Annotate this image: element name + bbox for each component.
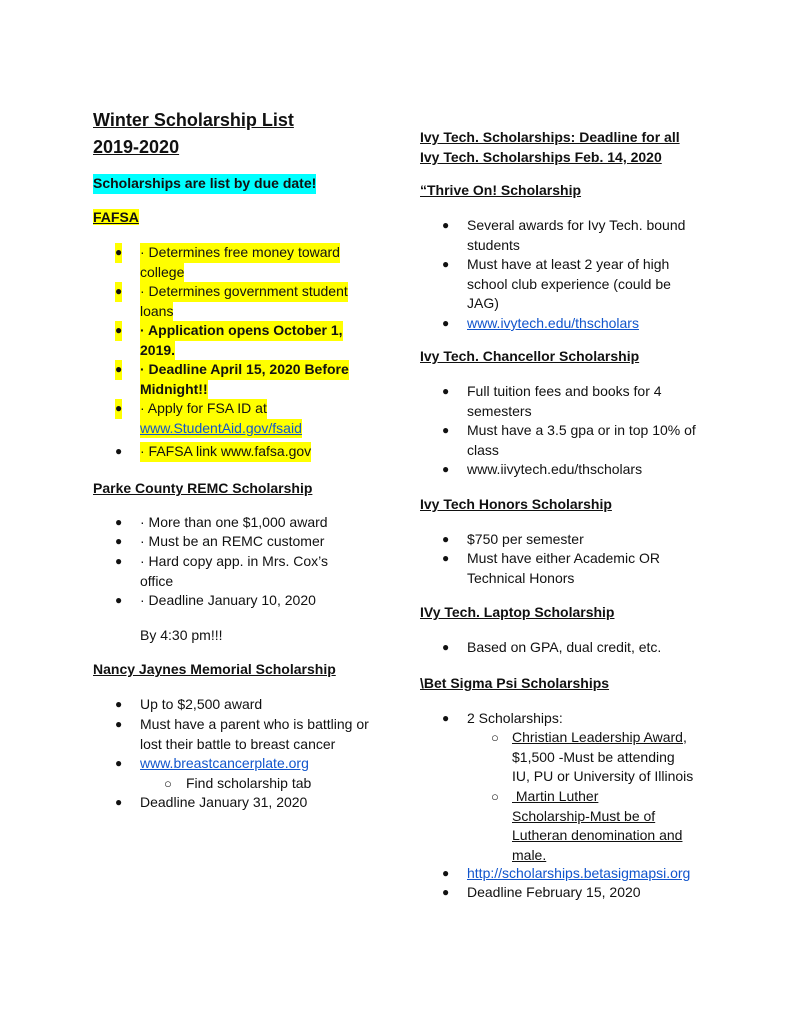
thrive-heading: “Thrive On! Scholarship (420, 182, 582, 198)
bullet-icon: ● (115, 243, 122, 263)
honors-heading: Ivy Tech Honors Scholarship (420, 496, 612, 512)
breastcancerplate-link[interactable]: www.breastcancerplate.org (140, 755, 309, 771)
beta-heading: \Bet Sigma Psi Scholarships (420, 675, 610, 691)
nancy-heading: Nancy Jaynes Memorial Scholarship (93, 661, 336, 677)
bullet-icon: ● (115, 282, 122, 302)
remc-note: By 4:30 pm!!! (140, 627, 223, 643)
betasigmapsi-link[interactable]: http://scholarships.betasigmapsi.org (467, 865, 691, 881)
page-title-line1: Winter Scholarship List (93, 110, 294, 130)
bullet-icon: ● (115, 697, 123, 711)
bullet-icon: ● (115, 593, 123, 607)
bullet-icon: ● (115, 795, 123, 809)
ivy-heading-line1: Ivy Tech. Scholarships: Deadline for all (420, 129, 680, 145)
remc-heading: Parke County REMC Scholarship (93, 480, 313, 496)
bullet-icon: ● (442, 532, 450, 546)
bullet-icon: ● (442, 711, 450, 725)
page-title-line2: 2019-2020 (93, 137, 180, 157)
laptop-heading: IVy Tech. Laptop Scholarship (420, 604, 615, 620)
bullet-icon: ● (115, 444, 123, 458)
studentaid-link[interactable]: www.StudentAid.gov/fsaid (140, 419, 302, 439)
bullet-icon: ● (115, 534, 123, 548)
bullet-icon: ● (442, 462, 450, 476)
bullet-icon: ● (442, 640, 450, 654)
bullet-icon: ● (115, 756, 123, 770)
bullet-icon: ● (115, 321, 122, 341)
circle-bullet-icon: ○ (164, 775, 172, 791)
bullet-icon: ● (115, 717, 123, 731)
circle-bullet-icon: ○ (491, 730, 499, 745)
bullet-icon: ● (442, 551, 450, 565)
bullet-icon: ● (442, 423, 450, 437)
bullet-icon: ● (115, 554, 123, 568)
bullet-icon: ● (442, 866, 450, 880)
bullet-icon: ● (442, 257, 450, 271)
bullet-icon: ● (115, 360, 122, 380)
bullet-icon: ● (115, 399, 122, 419)
circle-bullet-icon: ○ (491, 789, 499, 804)
due-date-note: Scholarships are list by due date! (93, 174, 316, 194)
ivytech-link[interactable]: www.ivytech.edu/thscholars (467, 315, 639, 331)
bullet-icon: ● (442, 218, 450, 232)
ivy-heading-line2: Ivy Tech. Scholarships Feb. 14, 2020 (420, 149, 662, 165)
bullet-icon: ● (442, 384, 450, 398)
bullet-icon: ● (442, 885, 450, 899)
bullet-icon: ● (442, 316, 450, 330)
bullet-icon: ● (115, 515, 123, 529)
fafsa-heading: FAFSA (93, 209, 139, 225)
chancellor-heading: Ivy Tech. Chancellor Scholarship (420, 348, 640, 364)
